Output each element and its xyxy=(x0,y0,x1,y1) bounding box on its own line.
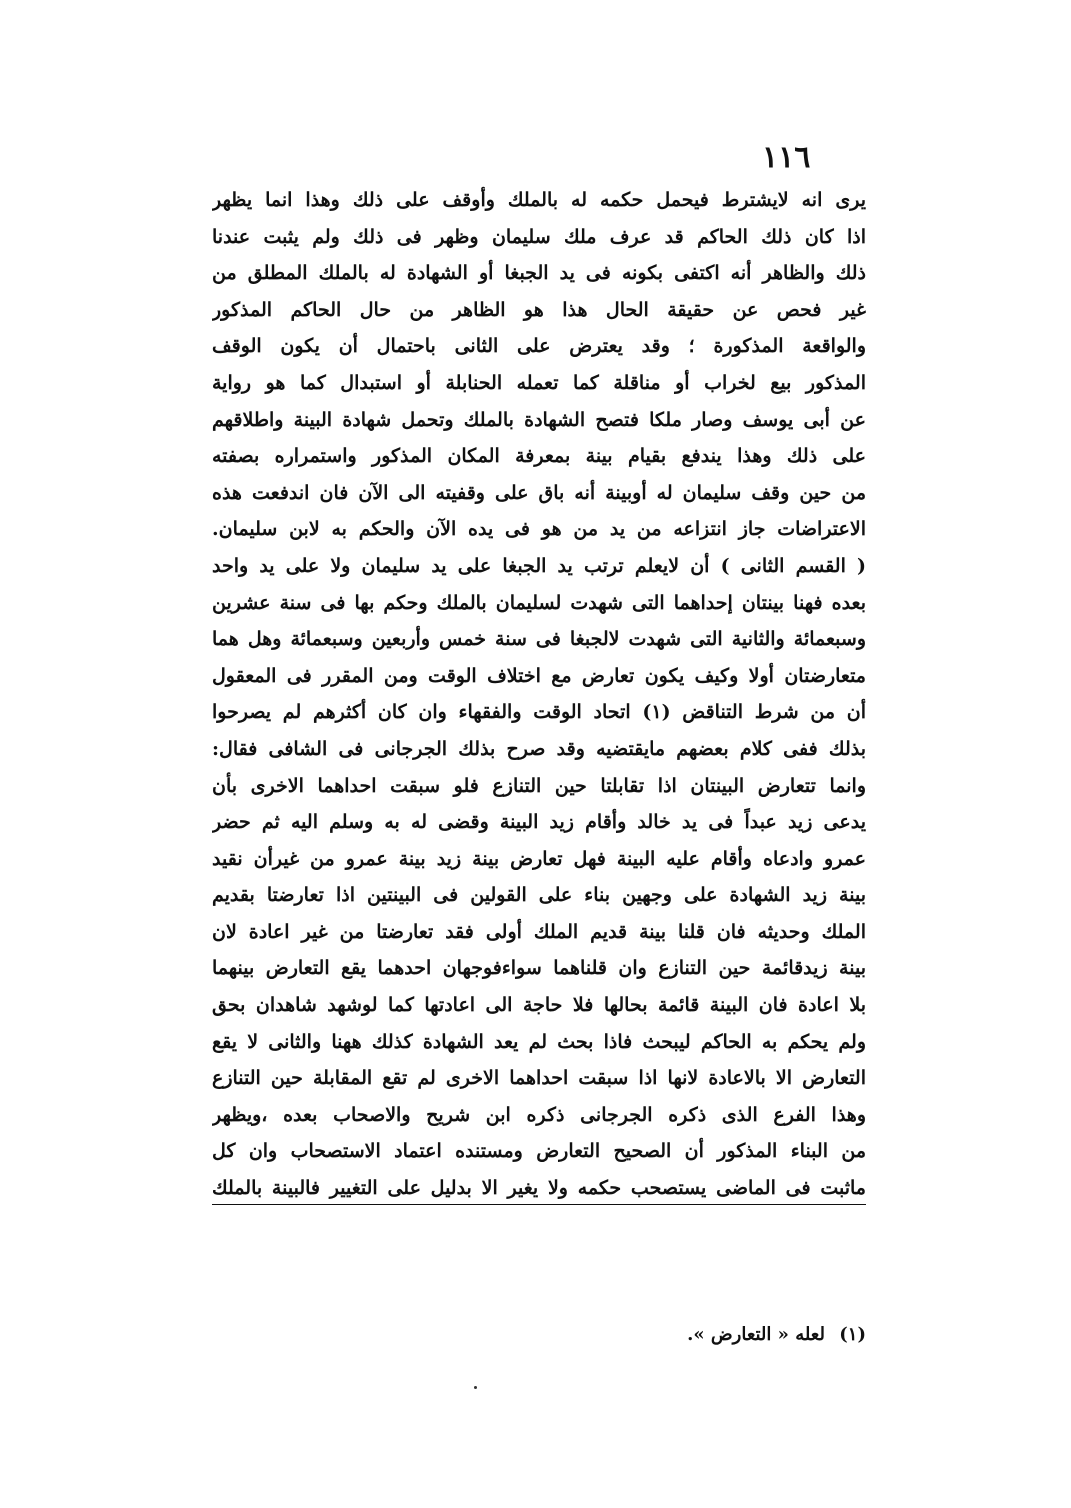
text-line: الملك وحديثه فان قلنا بينة قديم الملك أولى فقد تعارضتا من غير اعادة لان xyxy=(212,920,866,943)
text-line: بلا اعادة فان البينة قائمة بحالها فلا حاجة الى اعادتها كما لوشهد شاهدان بحق xyxy=(212,994,866,1017)
text-line: بذلك ففى كلام بعضهم مايقتضيه وقد صرح بذلك الجرجانى فى الشافى فقال: xyxy=(212,737,866,760)
text-line: الاعتراضات جاز انتزاعه من يد من هو فى يده الآن والحكم به لابن سليمان. xyxy=(212,518,866,541)
body-text xyxy=(212,182,866,1205)
text-line: ( القسم الثانى ) أن لايعلم ترتب يد الجبغا على يد سليمان ولا على يد واحد xyxy=(212,554,866,577)
text-line: وانما تتعارض البينتان اذا تقابلتا حين التنازع فلو سبقت احداهما الاخرى بأن xyxy=(212,774,866,797)
text-line: بينة زيد الشهادة على وجهين بناء على القولين فى البينتين اذا تعارضتا بقديم xyxy=(212,884,866,907)
page-number: ١١٦ xyxy=(762,140,811,175)
text-line: يدعى زيد عبداً فى يد خالد وأقام زيد البينة وقضى له به وسلم اليه ثم حضر xyxy=(212,811,866,834)
scan-speck xyxy=(474,1386,477,1389)
text-line: اذا كان ذلك الحاكم قد عرف ملك سليمان وظهر فى ذلك ولم يثبت عندنا xyxy=(212,225,866,248)
text-line: على ذلك وهذا يندفع بقيام بينة بمعرفة المكان المذكور واستمراره بصفته xyxy=(212,445,866,468)
text-line: يرى انه لايشترط فيحمل حكمه له بالملك وأوقف على ذلك وهذا انما يظهر xyxy=(212,189,866,211)
text-line: والواقعة المذكورة ؛ وقد يعترض على الثانى باحتمال أن يكون الوقف xyxy=(212,335,866,358)
text-line: متعارضتان أولا وكيف يكون تعارض مع اختلاف الوقت ومن المقرر فى المعقول xyxy=(212,664,866,687)
text-line: من البناء المذكور أن الصحيح التعارض ومستنده اعتماد الاستصحاب وان كل xyxy=(212,1140,866,1163)
text-line: بينة زيدقائمة حين التنازع وان قلناهما سواءفوجهان احدهما يقع التعارض بينهما xyxy=(212,957,866,980)
text-line: وسبعمائة والثانية التى شهدت لالجبغا فى سنة خمس وأربعين وسبعمائة وهل هما xyxy=(212,628,866,651)
text-line: بعده فهنا بينتان إحداهما التى شهدت لسليمان بالملك وحكم بها فى سنة عشرين xyxy=(212,591,866,614)
footnote-text: لعله « التعارض ». xyxy=(687,1324,825,1345)
footnote xyxy=(212,1320,866,1350)
text-line: عمرو وادعاه وأقام عليه البينة فهل تعارض بينة زيد بينة عمرو من غيرأن نقيد xyxy=(212,847,866,870)
text-line: التعارض الا بالاعادة لانها اذا سبقت احداهما الاخرى لم تقع المقابلة حين التنازع xyxy=(212,1067,866,1090)
text-line: عن أبى يوسف وصار ملكا فتصح الشهادة بالملك وتحمل شهادة البينة واطلاقهم xyxy=(212,408,866,431)
text-line: من حين وقف سليمان له أوبينة أنه باق على وقفيته الى الآن فان اندفعت هذه xyxy=(212,481,866,504)
text-line: ولم يحكم به الحاكم ليبحث فاذا بحث لم يعد الشهادة كذلك ههنا والثانى لا يقع xyxy=(212,1030,866,1053)
text-line: غير فحص عن حقيقة الحال هذا هو الظاهر من حال الحاكم المذكور xyxy=(212,298,866,321)
text-line-last: ماثبت فى الماضى يستصحب حكمه ولا يغير الا بدليل على التغيير فالبينة بالملك xyxy=(212,1170,866,1205)
text-line: وهذا الفرع الذى ذكره الجرجانى ذكره ابن شريح والاصحاب بعده ،ويظهر xyxy=(212,1103,866,1126)
text-line: ذلك والظاهر أنه اكتفى بكونه فى يد الجبغا أو الشهادة له بالملك المطلق من xyxy=(212,262,866,285)
text-line: المذكور بيع لخراب أو مناقلة كما تعمله الحنابلة أو استبدال كما هو رواية xyxy=(212,371,866,394)
text-line: أن من شرط التناقض (١) اتحاد الوقت والفقهاء وان كان أكثرهم لم يصرحوا xyxy=(212,701,866,724)
footnote-mark: (١) xyxy=(839,1324,866,1345)
